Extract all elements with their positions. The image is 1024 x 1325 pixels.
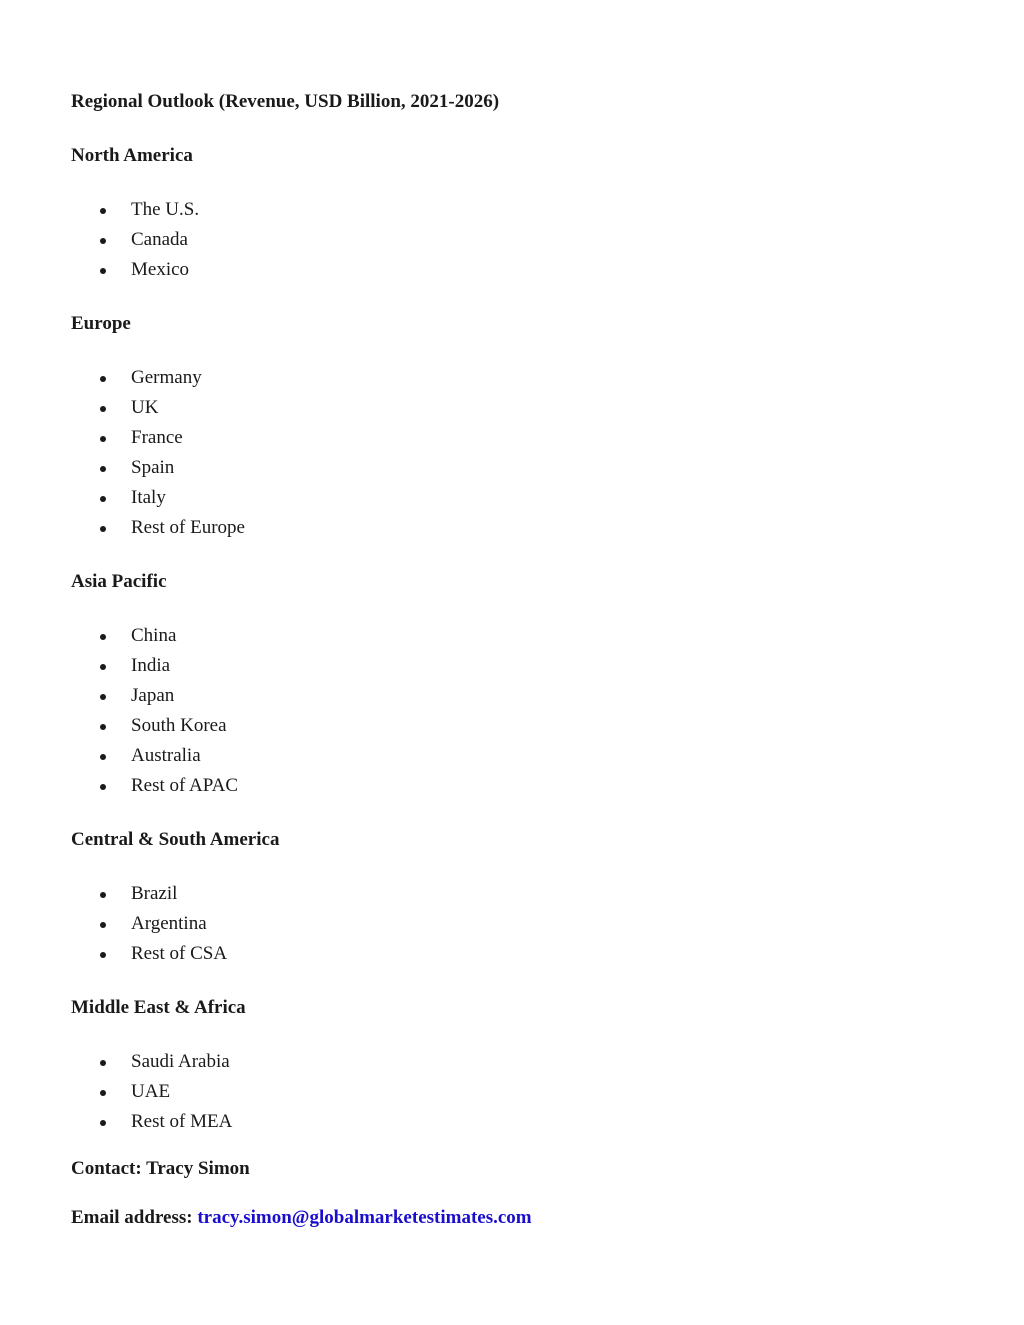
list-item — [71, 1111, 232, 1141]
country-label: Canada — [131, 229, 188, 250]
bullet-icon — [100, 406, 106, 412]
country-label: Japan — [131, 685, 175, 706]
bullet-icon — [100, 634, 106, 640]
list-item — [71, 655, 238, 685]
bullet-icon — [100, 526, 106, 532]
country-label: India — [131, 655, 171, 676]
list-item — [71, 427, 245, 457]
list-item — [71, 913, 227, 943]
bullet-icon — [100, 922, 106, 928]
list-item — [71, 943, 227, 973]
region-heading-central-south-america: Central & South America — [71, 829, 280, 850]
country-label: Spain — [131, 457, 175, 478]
region-heading-middle-east-africa: Middle East & Africa — [71, 997, 246, 1018]
list-item — [71, 745, 238, 775]
region-heading-asia-pacific: Asia Pacific — [71, 571, 167, 592]
region-list-north-america — [71, 199, 199, 289]
bullet-icon — [100, 952, 106, 958]
list-item — [71, 487, 245, 517]
region-list-middle-east-africa — [71, 1051, 232, 1141]
bullet-icon — [100, 238, 106, 244]
list-item — [71, 775, 238, 805]
list-item — [71, 625, 238, 655]
bullet-icon — [100, 754, 106, 760]
list-item — [71, 715, 238, 745]
bullet-icon — [100, 376, 106, 382]
email-label: Email address: — [71, 1207, 198, 1228]
country-label: Brazil — [131, 883, 178, 904]
country-label: China — [131, 625, 177, 646]
bullet-icon — [100, 784, 106, 790]
country-label: Italy — [131, 487, 166, 508]
region-list-europe — [71, 367, 245, 547]
bullet-icon — [100, 724, 106, 730]
bullet-icon — [100, 664, 106, 670]
list-item — [71, 199, 199, 229]
list-item — [71, 685, 238, 715]
country-label: The U.S. — [131, 199, 200, 220]
region-list-central-south-america — [71, 883, 227, 973]
region-heading-north-america: North America — [71, 145, 193, 166]
bullet-icon — [100, 892, 106, 898]
country-label: UK — [131, 397, 159, 418]
email-line — [71, 1207, 532, 1229]
country-label: South Korea — [131, 715, 227, 736]
country-label: Germany — [131, 367, 202, 388]
bullet-icon — [100, 1120, 106, 1126]
bullet-icon — [100, 496, 106, 502]
list-item — [71, 1081, 232, 1111]
page-title: Regional Outlook (Revenue, USD Billion, 2021-2026) — [71, 91, 500, 112]
bullet-icon — [100, 436, 106, 442]
country-label: Rest of CSA — [131, 943, 228, 964]
country-label: Rest of MEA — [131, 1111, 233, 1132]
list-item — [71, 367, 245, 397]
bullet-icon — [100, 466, 106, 472]
country-label: Rest of Europe — [131, 517, 245, 538]
list-item — [71, 229, 199, 259]
bullet-icon — [100, 1090, 106, 1096]
list-item — [71, 517, 245, 547]
bullet-icon — [100, 1060, 106, 1066]
list-item — [71, 457, 245, 487]
list-item — [71, 1051, 232, 1081]
country-label: Rest of APAC — [131, 775, 238, 796]
country-label: France — [131, 427, 183, 448]
country-label: Mexico — [131, 259, 190, 280]
bullet-icon — [100, 208, 106, 214]
contact-name: Contact: Tracy Simon — [71, 1158, 250, 1179]
list-item — [71, 883, 227, 913]
bullet-icon — [100, 694, 106, 700]
region-heading-europe: Europe — [71, 313, 131, 334]
country-label: Australia — [131, 745, 201, 766]
list-item — [71, 259, 199, 289]
list-item — [71, 397, 245, 427]
country-label: Argentina — [131, 913, 207, 934]
region-list-asia-pacific — [71, 625, 238, 805]
country-label: Saudi Arabia — [131, 1051, 230, 1072]
email-link[interactable]: tracy.simon@globalmarketestimates.com — [197, 1207, 532, 1228]
country-label: UAE — [131, 1081, 171, 1102]
bullet-icon — [100, 268, 106, 274]
